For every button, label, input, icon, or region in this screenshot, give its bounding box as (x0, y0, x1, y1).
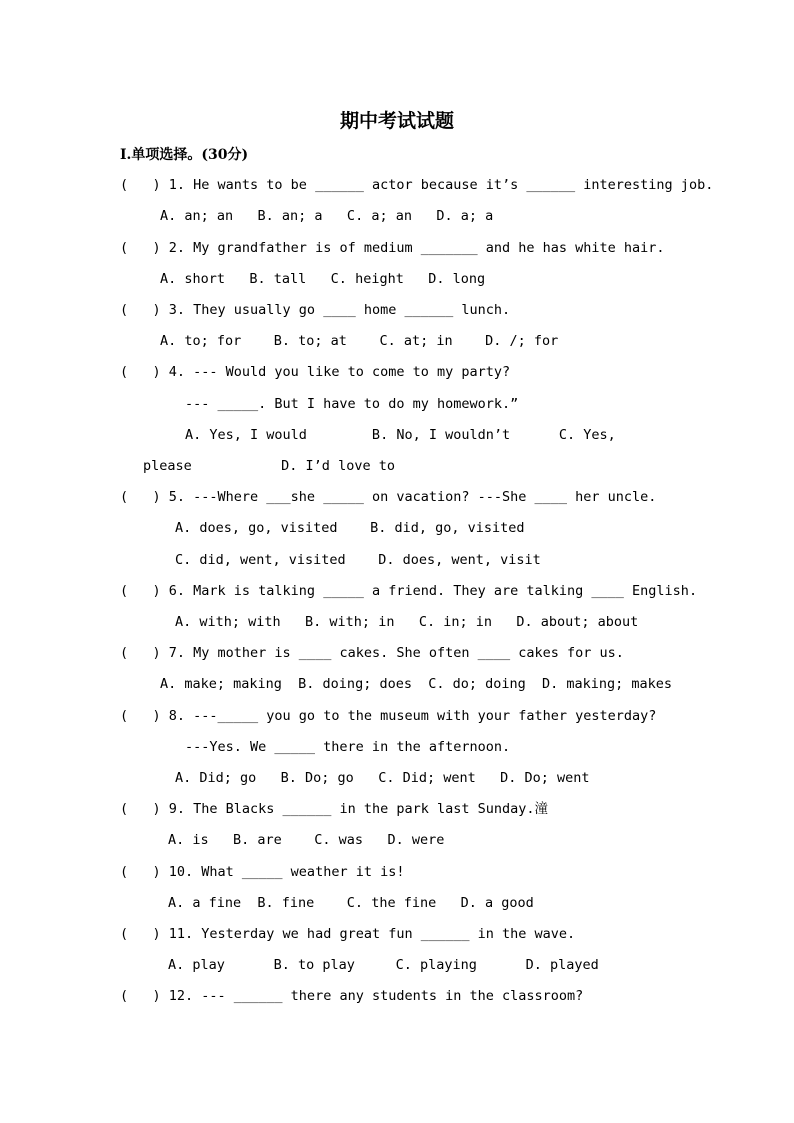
question-4-dialogue: --- _____. But I have to do my homework.” (185, 396, 519, 412)
question-8: ( ) 8. ---_____ you go to the museum with your father yesterday? (120, 708, 657, 724)
options-7: A. make; making B. doing; does C. do; doing D. making; makes (160, 676, 673, 692)
options-5a: A. does, go, visited B. did, go, visited (175, 520, 525, 536)
options-8: A. Did; go B. Do; go C. Did; went D. Do; went (175, 770, 590, 786)
page-title: 期中考试试题 (339, 110, 454, 132)
options-6: A. with; with B. with; in C. in; in D. about; about (175, 614, 639, 630)
options-1: A. an; an B. an; a C. a; an D. a; a (160, 208, 494, 224)
question-4: ( ) 4. --- Would you like to come to my party? (120, 364, 511, 380)
options-11: A. play B. to play C. playing D. played (168, 957, 599, 973)
question-11: ( ) 11. Yesterday we had great fun ______ in the wave. (120, 926, 576, 942)
question-3: ( ) 3. They usually go ____ home ______ lunch. (120, 302, 511, 318)
question-8-dialogue: ---Yes. We _____ there in the afternoon. (185, 739, 511, 755)
question-10: ( ) 10. What _____ weather it is! (120, 864, 405, 880)
section-heading: I.单项选择。(30分) (120, 147, 249, 163)
options-4: A. Yes, I would B. No, I wouldn’t C. Yes, (185, 427, 616, 443)
options-10: A. a fine B. fine C. the fine D. a good (168, 895, 534, 911)
options-9: A. is B. are C. was D. were (168, 832, 445, 848)
question-1: ( ) 1. He wants to be ______ actor because it’s ______ interesting job. (120, 177, 714, 193)
question-9: ( ) 9. The Blacks ______ in the park last Sunday.潼 (120, 801, 549, 817)
question-7: ( ) 7. My mother is ____ cakes. She often ____ cakes for us. (120, 645, 624, 661)
question-12: ( ) 12. --- ______ there any students in the classroom? (120, 988, 584, 1004)
options-3: A. to; for B. to; at C. at; in D. /; for (160, 333, 559, 349)
question-2: ( ) 2. My grandfather is of medium _______ and he has white hair. (120, 240, 665, 256)
options-5b: C. did, went, visited D. does, went, visit (175, 552, 541, 568)
options-2: A. short B. tall C. height D. long (160, 271, 486, 287)
question-6: ( ) 6. Mark is talking _____ a friend. They are talking ____ English. (120, 583, 698, 599)
question-5: ( ) 5. ---Where ___she _____ on vacation? ---She ____ her uncle. (120, 489, 657, 505)
options-4-cont: please D. I’d love to (143, 458, 395, 474)
